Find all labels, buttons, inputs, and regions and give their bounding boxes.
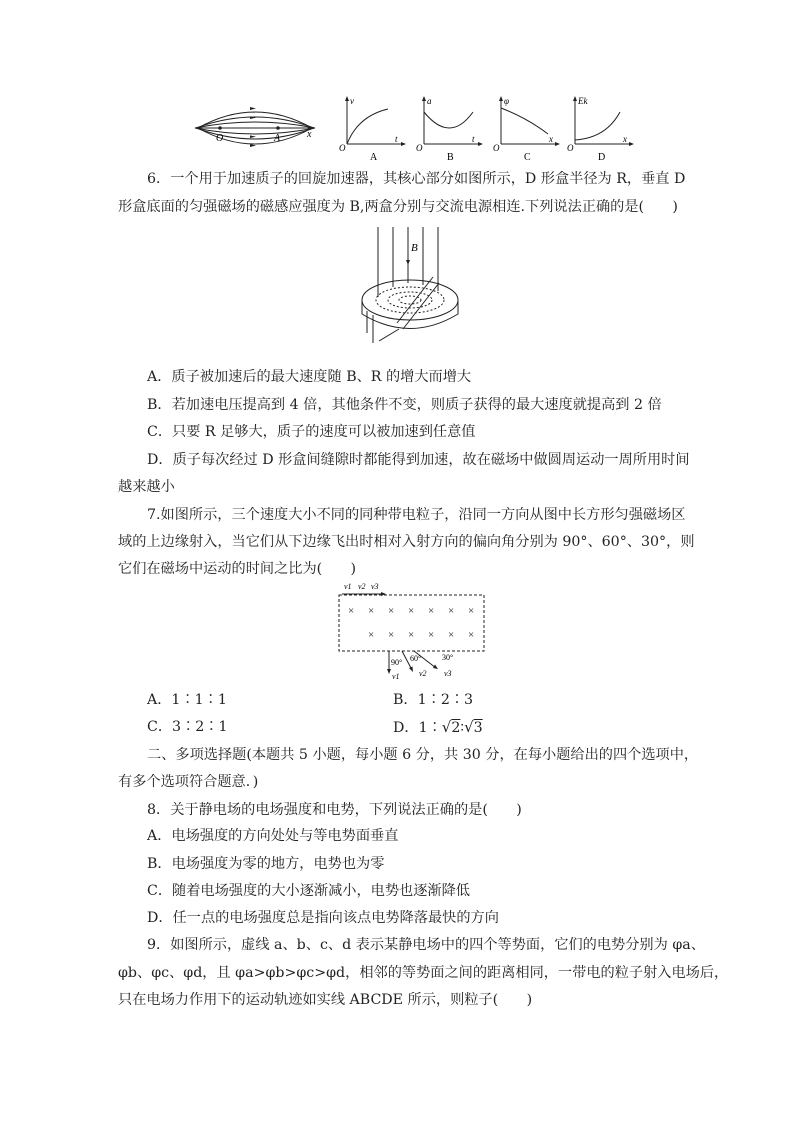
cross-mark: × <box>408 605 415 617</box>
cross-mark: × <box>468 629 475 641</box>
graph-c <box>492 94 562 162</box>
graph-d-x-label: x <box>623 134 627 144</box>
point-A-label: A <box>274 133 281 144</box>
cyclotron-figure <box>355 225 465 353</box>
v3-out-label: v3 <box>444 669 452 678</box>
graph-d-option: D <box>598 152 606 162</box>
cross-mark: × <box>448 629 455 641</box>
q6-option-a: A．质子被加速后的最大速度随 B、R 的增大而增大 <box>147 369 472 385</box>
q6-option-b: B．若加速电压提高到 4 倍，其他条件不变，则质子获得的最大速度就提高到 2 倍 <box>147 397 662 413</box>
v2-out-label: v2 <box>419 669 427 678</box>
graph-b-y-label: a <box>427 96 432 106</box>
magnetic-field-region-figure <box>334 580 490 682</box>
q8-stem: 8．关于静电场的电场强度和电势，下列说法正确的是( ) <box>147 802 522 818</box>
q7-option-c: C．3∶2∶1 <box>147 719 228 735</box>
graph-a-option: A <box>370 152 378 162</box>
sqrt-icon: √ <box>464 718 474 736</box>
cross-mark: × <box>388 605 395 617</box>
q6-stem-line1: 6．一个用于加速质子的回旋加速器，其核心部分如图所示，D 形盒半径为 R，垂直 D <box>147 171 686 187</box>
angle-30-label: 30° <box>442 653 454 662</box>
cross-mark: × <box>428 605 435 617</box>
cross-mark: × <box>408 629 415 641</box>
q8-option-d: D．任一点的电场强度总是指向该点电势降落最快的方向 <box>147 910 499 926</box>
graph-b-option: B <box>447 152 454 162</box>
cross-mark: × <box>348 605 355 617</box>
q7-option-a: A．1∶1∶1 <box>147 692 227 708</box>
graph-d <box>566 94 636 162</box>
q7-stem-line1: 7.如图所示，三个速度大小不同的同种带电粒子，沿同一方向从图中长方形匀强磁场区 <box>147 507 686 523</box>
graph-c-origin: O <box>493 143 500 153</box>
q7-option-b: B．1∶2∶3 <box>393 692 474 708</box>
v3-in-label: v3 <box>371 582 379 591</box>
q7-stem-line2: 域的上边缘射入，当它们从下边缘飞出时相对入射方向的偏向角分别为 90°、60°、30°，则 <box>118 534 695 550</box>
q9-stem-line1: 9．如图所示，虚线 a、b、c、d 表示某静电场中的四个等势面，它们的电势分别为 φa、 <box>147 937 705 953</box>
graph-b <box>415 94 485 162</box>
graph-b-origin: O <box>416 143 423 153</box>
v2-in-label: v2 <box>358 582 366 591</box>
angle-90-label: 90° <box>391 658 403 667</box>
cyclotron-b-label: B <box>411 242 418 254</box>
angle-60-label: 60° <box>410 654 422 663</box>
q7-option-d-root2: 2 <box>451 720 461 736</box>
q6-option-d-line1: D．质子每次经过 D 形盒间缝隙时都能得到加速，故在磁场中做圆周运动一周所用时间 <box>147 452 690 468</box>
graph-d-origin: O <box>567 143 574 153</box>
graph-a <box>338 94 408 162</box>
v1-in-label: v1 <box>344 582 352 591</box>
graph-a-x-label: t <box>395 134 398 144</box>
q6-option-c: C．只要 R 足够大，质子的速度可以被加速到任意值 <box>147 424 476 440</box>
q8-option-a: A．电场强度的方向处处与等电势面垂直 <box>147 828 399 844</box>
sqrt-icon: √ <box>441 718 452 736</box>
section2-heading-line1: 二、多项选择题(本题共 5 小题，每小题 6 分，共 30 分，在每小题给出的四个选项中， <box>147 747 699 763</box>
graph-a-origin: O <box>339 143 346 153</box>
q8-option-c: C．随着电场强度的大小逐渐减小，电势也逐渐降低 <box>147 883 470 899</box>
graph-c-y-label: φ <box>504 96 509 106</box>
cross-mark: × <box>448 605 455 617</box>
point-O-label: O <box>216 133 224 144</box>
cross-mark: × <box>368 605 375 617</box>
cross-mark: × <box>428 629 435 641</box>
field-lines-figure <box>190 100 320 156</box>
graph-c-option: C <box>524 152 531 162</box>
q7-option-d <box>393 718 483 737</box>
graph-a-y-label: v <box>350 96 354 106</box>
graph-d-y-label: Ek <box>578 96 588 106</box>
graph-b-x-label: t <box>472 134 475 144</box>
q6-stem-line2: 形盒底面的匀强磁场的磁感应强度为 B,两盒分别与交流电源相连.下列说法正确的是( ) <box>118 199 678 215</box>
q8-option-b: B．电场强度为零的地方，电势也为零 <box>147 856 385 872</box>
q7-option-d-prefix: D．1∶ <box>393 720 442 736</box>
q7-option-d-root3: 3 <box>473 720 483 736</box>
cross-mark: × <box>388 629 395 641</box>
q6-option-d-line2: 越来越小 <box>118 479 175 495</box>
q9-stem-line2: φb、φc、φd，且 φa>φb>φc>φd，相邻的等势面之间的距离相同，一带电的粒子射入电场后， <box>118 965 729 981</box>
v1-out-label: v1 <box>392 672 400 681</box>
x-label: x <box>307 129 312 140</box>
q7-option-d-separator: ∶ <box>460 720 465 736</box>
q9-stem-line3: 只在电场力作用下的运动轨迹如实线 ABCDE 所示，则粒子( ) <box>118 992 533 1008</box>
cross-mark: × <box>368 629 375 641</box>
q7-stem-line3: 它们在磁场中运动的时间之比为( ) <box>118 561 357 577</box>
graph-c-x-label: x <box>549 134 553 144</box>
cross-mark: × <box>468 605 475 617</box>
section2-heading-line2: 有多个选项符合题意．) <box>118 774 259 790</box>
